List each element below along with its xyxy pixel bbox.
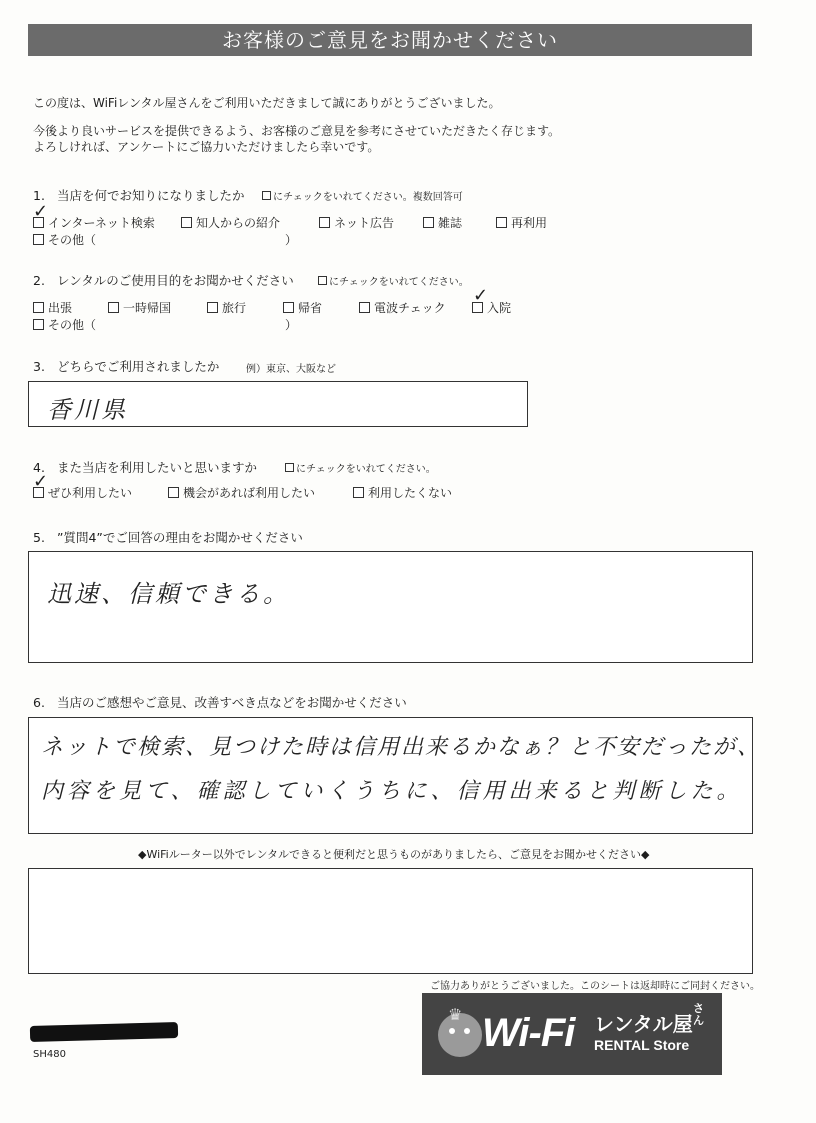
q1-question [33, 186, 245, 204]
q3-hint: 例）東京、大阪など [246, 364, 336, 375]
q5-answer-field[interactable] [28, 551, 753, 663]
q3-answer-text: 香川県 [47, 396, 128, 424]
checkbox-icon[interactable] [33, 234, 44, 245]
q1-option-net-ad[interactable]: ネット広告 [319, 214, 394, 231]
q4-question [33, 458, 257, 476]
q1-hint: にチェックをいれてください。複数回答可 [262, 188, 463, 203]
q2-label: レンタルのご使用目的をお聞かせください [57, 273, 294, 288]
q4-label: また当店を利用したいと思いますか [57, 460, 258, 475]
q2-other-close: ） [285, 318, 298, 332]
q2-option-temp-return[interactable]: 一時帰国 [108, 299, 171, 316]
q3-answer-field[interactable] [28, 381, 528, 427]
checkmark-icon: ✓ [33, 201, 49, 222]
q3-label: どちらでご利用されましたか [57, 359, 220, 374]
checkbox-icon[interactable] [283, 302, 294, 313]
q2-number: 2. [33, 273, 45, 288]
hint-checkbox-icon [318, 276, 327, 285]
checkbox-icon[interactable] [319, 217, 330, 228]
hint-checkbox-icon [262, 191, 271, 200]
q2-option-signal-check[interactable]: 電波チェック [359, 299, 446, 316]
q1-option-magazine[interactable]: 雑誌 [423, 214, 462, 231]
checkbox-icon[interactable] [181, 217, 192, 228]
q3-question [33, 357, 219, 375]
q5-label: ”質問4”でご回答の理由をお聞かせください [57, 530, 303, 545]
q7-answer-field[interactable] [28, 868, 753, 974]
q5-number: 5. [33, 530, 45, 545]
logo-wifi-text: Wi-Fi [482, 1011, 575, 1055]
checkbox-icon[interactable] [33, 319, 44, 330]
checkbox-icon[interactable] [353, 487, 364, 498]
q1-option-other[interactable]: その他（ [33, 231, 96, 248]
q6-number: 6. [33, 695, 45, 710]
checkmark-icon: ✓ [33, 471, 49, 492]
checkbox-icon[interactable] [207, 302, 218, 313]
q1-number: 1. [33, 188, 45, 203]
q2-option-hospital[interactable]: 入院 [472, 299, 511, 316]
q2-question [33, 271, 294, 289]
q6-question [33, 693, 407, 711]
q1-option-reuse[interactable]: 再利用 [496, 214, 547, 231]
q5-answer-text: 迅速、信頼できる。 [47, 580, 290, 608]
q4-option-no[interactable]: 利用したくない [353, 484, 452, 501]
q2-option-business[interactable]: 出張 [33, 299, 72, 316]
q6-answer-line-1: ネットで検索、見つけた時は信用出来るかなぁ？と不安だったが、 [41, 735, 762, 760]
q4-number: 4. [33, 460, 45, 475]
intro-line-1: この度は、WiFiレンタル屋さんをご利用いただきまして誠にありがとうございました。 [33, 96, 501, 110]
q2-option-other[interactable]: その他（ [33, 316, 96, 333]
q2-option-homecoming[interactable]: 帰省 [283, 299, 322, 316]
q6-answer-line-2: 内容を見て、確認していくうちに、信用出来ると判断した。 [41, 779, 743, 804]
q4-hint: にチェックをいれてください。 [285, 460, 436, 475]
q6-label: 当店のご感想やご意見、改善すべき点などをお聞かせください [57, 695, 407, 710]
page-title: お客様のご意見をお聞かせください [28, 24, 752, 56]
hint-checkbox-icon [285, 463, 294, 472]
intro-line-3: よろしければ、アンケートにご協力いただけましたら幸いです。 [33, 140, 380, 154]
checkbox-icon[interactable] [33, 302, 44, 313]
checkmark-icon: ✓ [473, 285, 489, 306]
checkbox-icon[interactable] [359, 302, 370, 313]
checkbox-icon[interactable] [168, 487, 179, 498]
logo-name-text: レンタル屋 [594, 1012, 693, 1036]
q1-label: 当店を何でお知りになりましたか [57, 188, 245, 203]
q1-option-friend[interactable]: 知人からの紹介 [181, 214, 280, 231]
q2-option-travel[interactable]: 旅行 [207, 299, 246, 316]
brand-logo [422, 993, 722, 1075]
q4-option-definitely[interactable]: ぜひ利用したい [33, 484, 132, 501]
logo-san-text: さん [693, 1002, 704, 1027]
checkbox-icon[interactable] [423, 217, 434, 228]
checkbox-icon[interactable] [496, 217, 507, 228]
intro-line-2: 今後より良いサービスを提供できるよう、お客様のご意見を参考にさせていただきたく存じます。 [33, 124, 561, 138]
q5-question [33, 528, 303, 546]
q6-answer-field[interactable] [28, 717, 762, 834]
q1-option-internet[interactable]: インターネット検索 [33, 214, 155, 231]
q4-option-maybe[interactable]: 機会があれば利用したい [168, 484, 315, 501]
footer-thanks: ご協力ありがとうございました。このシートは返却時にご同封ください。 [430, 981, 760, 992]
q3-number: 3. [33, 359, 45, 374]
mascot-icon: ♛ [438, 1013, 482, 1057]
q2-hint: にチェックをいれてください。 [318, 273, 469, 288]
logo-sub-text: RENTAL Store [594, 1037, 690, 1053]
q1-other-close: ） [285, 233, 298, 247]
checkbox-icon[interactable] [108, 302, 119, 313]
q7-banner: ◆WiFiルーター以外でレンタルできると便利だと思うものがありましたら、ご意見をお聞かせください◆ [138, 848, 650, 861]
footer-code: SH480 [33, 1049, 66, 1060]
redacted-barcode [30, 1022, 178, 1042]
